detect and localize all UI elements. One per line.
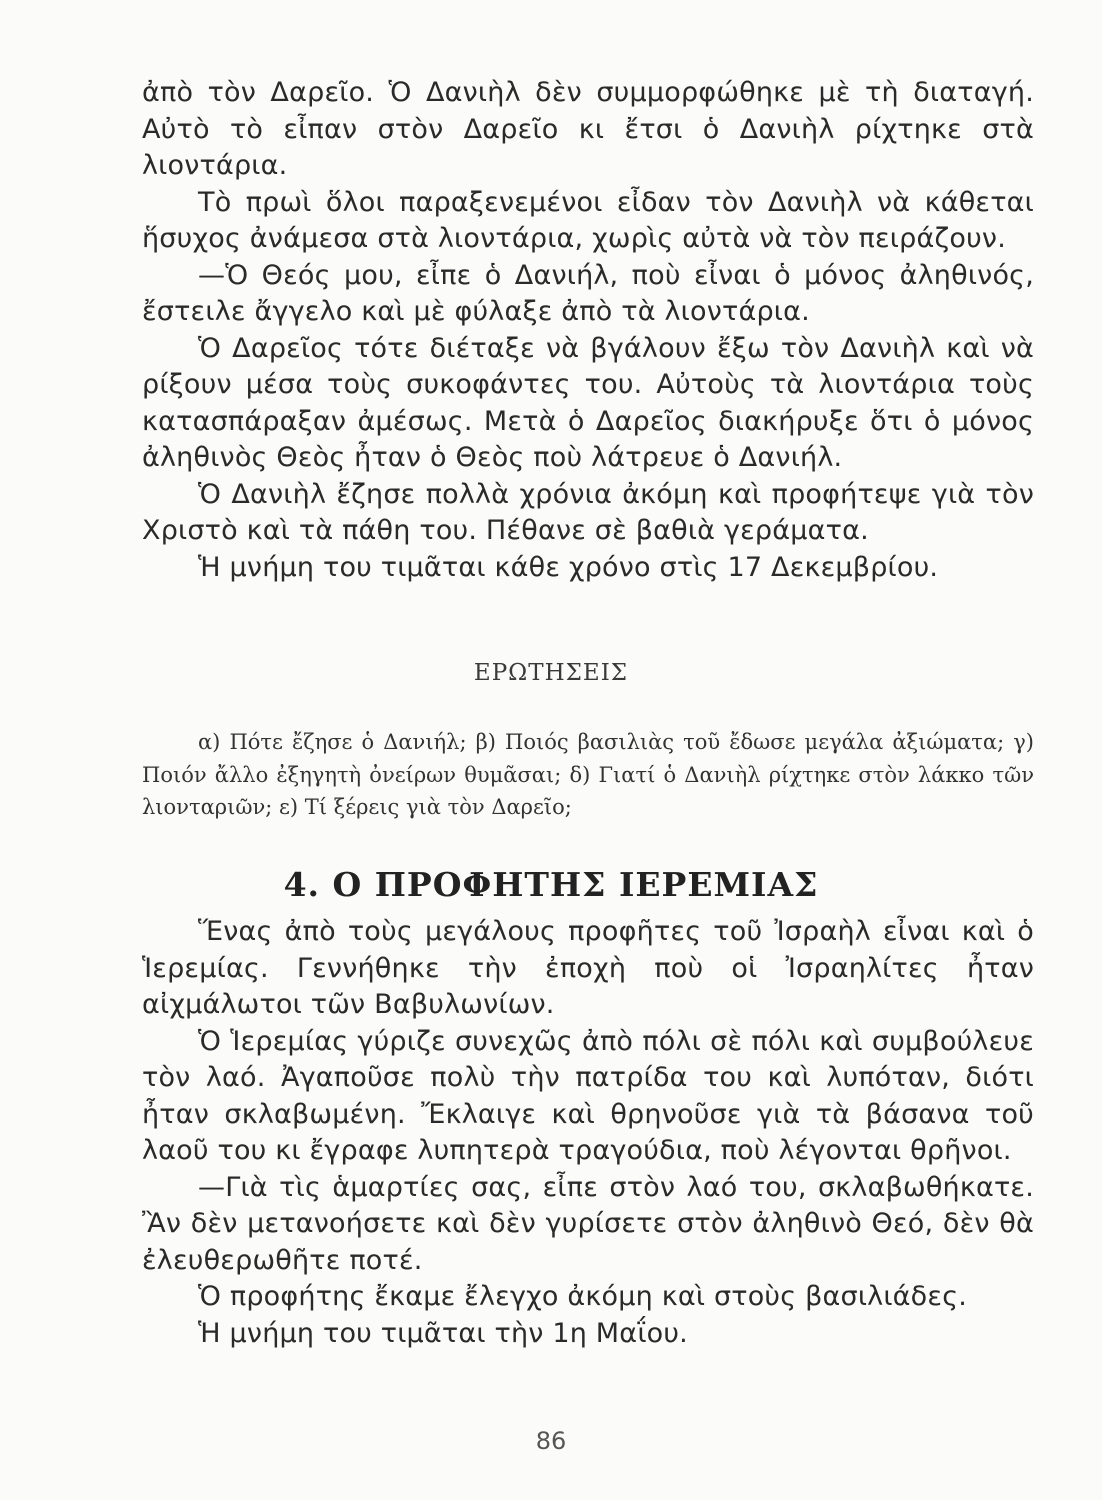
- paragraph: Τὸ πρωὶ ὅλοι παραξενεμένοι εἶδαν τὸν Δανιὴλ νὰ κάθεται ἥσυχος ἀνάμεσα στὰ λιοντάρια, χωρὶς αὐτὰ νὰ τὸν πειράζουν.: [142, 186, 1034, 254]
- paragraph: Ὁ Δανιὴλ ἔζησε πολλὰ χρόνια ἀκόμη καὶ προφήτεψε γιὰ τὸν Χριστὸ καὶ τὰ πάθη του. Πέθανε σὲ βαθιὰ γεράματα.: [142, 478, 1034, 546]
- paragraph: Ἡ μνήμη του τιμᾶται τὴν 1η Μαΐου.: [198, 1317, 688, 1349]
- chapter-heading: 4. Ο ΠΡΟΦΗΤΗΣ ΙΕΡΕΜΙΑΣ: [283, 865, 819, 905]
- paragraph: Ἡ μνήμη του τιμᾶται κάθε χρόνο στὶς 17 Δεκεμβρίου.: [198, 551, 939, 583]
- daniel-story-text: [142, 75, 1034, 586]
- questions-text: α) Πότε ἔζησε ὁ Δανιήλ; β) Ποιός βασιλιὰς τοῦ ἔδωσε μεγάλα ἀξιώματα; γ) Ποιόν ἄλλο ἐξηγητὴ ὀνείρων θυμᾶσαι; δ) Γιατί ὁ Δανιὴλ ρίχτηκε στὸν λάκκο τῶν λιονταριῶν; ε) Τί ξέρεις γιὰ τὸν Δαρεῖο;: [142, 730, 1034, 819]
- paragraph: ἀπὸ τὸν Δαρεῖο. Ὁ Δανιὴλ δὲν συμμορφώθηκε μὲ τὴ διαταγή. Αὐτὸ τὸ εἶπαν στὸν Δαρεῖο κι ἔτσι ὁ Δανιὴλ ρίχτηκε στὰ λιοντάρια.: [142, 77, 1034, 181]
- page-number: 86: [535, 1427, 567, 1455]
- paragraph: Ὁ Δαρεῖος τότε διέταξε νὰ βγάλουν ἔξω τὸν Δανιὴλ καὶ νὰ ρίξουν μέσα τοὺς συκοφάντες του. Αὐτοὺς τὰ λιοντάρια τοὺς κατασπάραξαν ἀμέσως. Μετὰ ὁ Δαρεῖος διακήρυξε ὅτι ὁ μόνος ἀληθινὸς Θεὸς ἦταν ὁ Θεὸς ποὺ λάτρευε ὁ Δανιήλ.: [142, 332, 1034, 473]
- paragraph: —Ὁ Θεός μου, εἶπε ὁ Δανιήλ, ποὺ εἶναι ὁ μόνος ἀληθινός, ἔστειλε ἄγγελο καὶ μὲ φύλαξε ἀπὸ τὰ λιοντάρια.: [142, 259, 1034, 327]
- paragraph: Ὁ προφήτης ἔκαμε ἔλεγχο ἀκόμη καὶ στοὺς βασιλιάδες.: [198, 1281, 968, 1312]
- paragraph: Ὁ Ἱερεμίας γύριζε συνεχῶς ἀπὸ πόλι σὲ πόλι καὶ συμβούλευε τὸν λαό. Ἀγαποῦσε πολὺ τὴν πατρίδα του καὶ λυπόταν, διότι ἦταν σκλαβωμένη. Ἔκλαιγε καὶ θρηνοῦσε γιὰ τὰ βάσανα τοῦ λαοῦ του κι ἔγραφε λυπητερὰ τραγούδια, ποὺ λέγονται θρῆνοι.: [142, 1025, 1034, 1166]
- jeremiah-story-text: [142, 914, 1034, 1352]
- paragraph: —Γιὰ τὶς ἁμαρτίες σας, εἶπε στὸν λαό του, σκλαβωθήκατε. Ἂν δὲν μετανοήσετε καὶ δὲν γυρίσετε στὸν ἀληθινὸ Θεό, δὲν θὰ ἐλευθερωθῆτε ποτέ.: [142, 1171, 1034, 1276]
- paragraph: Ἕνας ἀπὸ τοὺς μεγάλους προφῆτες τοῦ Ἰσραὴλ εἶναι καὶ ὁ Ἱερεμίας. Γεννήθηκε τὴν ἐποχὴ ποὺ οἱ Ἰσραηλίτες ἦταν αἰχμάλωτοι τῶν Βαβυλωνίων.: [142, 916, 1034, 1020]
- questions-title: ΕΡΩΤΗΣΕΙΣ: [473, 660, 629, 686]
